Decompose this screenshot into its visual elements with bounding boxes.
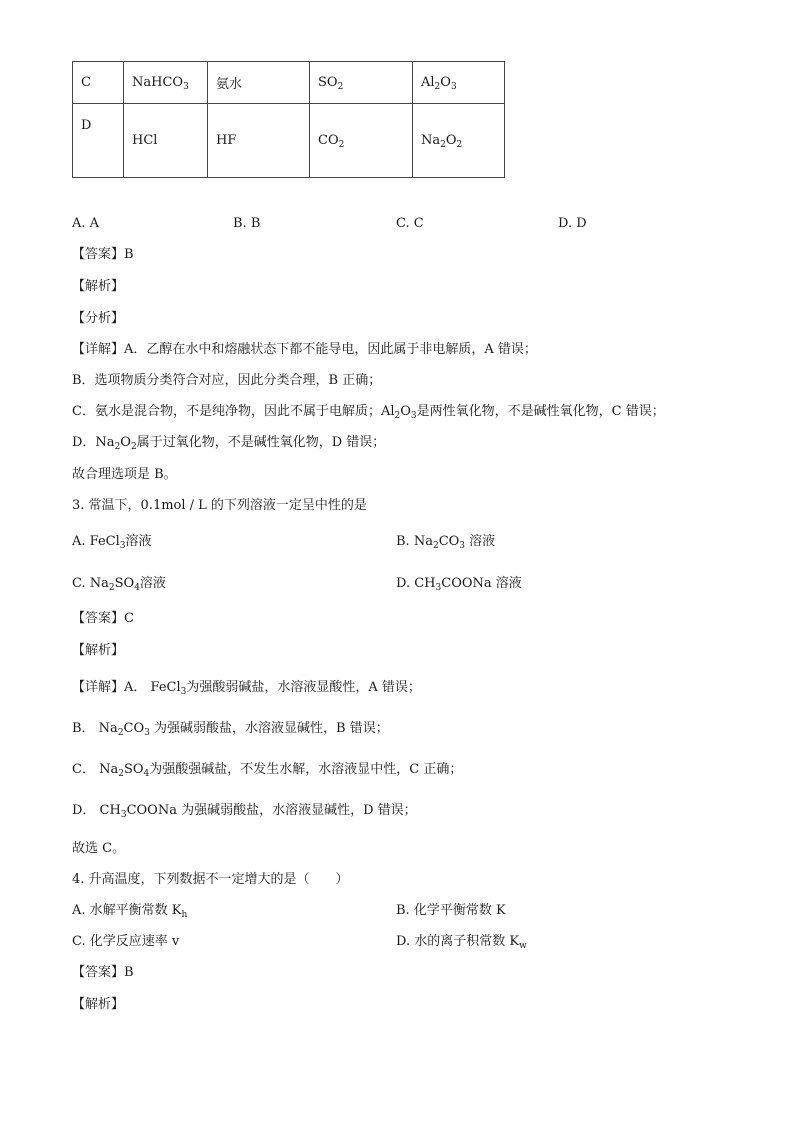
option-d: D. D (558, 216, 587, 231)
row-label: D (73, 104, 124, 178)
detail-line: C． $Na_2SO_4$为强酸强碱盐，不发生水解，水溶液显中性，C 正确； (72, 762, 463, 779)
option-d: D. 水的离子积常数 $K_w$ (396, 934, 527, 951)
fenxi-label: 【分析】 (72, 311, 125, 326)
conclusion: 故合理选项是 B。 (72, 467, 177, 482)
answer-label: 【答案】C (72, 611, 134, 626)
table-cell: NaHCO$_3$ (124, 62, 208, 104)
detail-line: D．$Na_2O_2$属于过氧化物，不是碱性氧化物，D 错误； (72, 435, 386, 452)
table-row (73, 62, 505, 104)
table-cell: HF (208, 104, 310, 178)
analysis-label: 【解析】 (72, 643, 125, 658)
option-d: D. $CH_3COONa$ 溶液 (396, 576, 522, 593)
table-cell: $SO_2$ (310, 62, 413, 104)
option-a: A. FeCl$_3$溶液 (72, 534, 152, 551)
detail-line: B． $Na_2CO_3$ 为强碱弱酸盐，水溶液显碱性，B 错误； (72, 721, 389, 738)
table-row (73, 104, 505, 178)
option-b: B. B (233, 216, 261, 231)
question-stem: 3. 常温下，0.1mol / L 的下列溶液一定呈中性的是 (72, 498, 367, 513)
option-b: B. $Na_2CO_3$ 溶液 (396, 534, 496, 551)
conclusion: 故选 C。 (72, 841, 126, 856)
detail-line: D． $CH_3COONa$ 为强碱弱酸盐，水溶液显碱性，D 错误； (72, 803, 417, 820)
detail-line: 【详解】A．乙醇在水中和熔融状态下都不能导电，因此属于非电解质，A 错误； (72, 342, 537, 357)
option-b: B. 化学平衡常数 K (396, 903, 506, 918)
classification-table (72, 61, 505, 178)
table-cell: $Na_2O_2$ (413, 104, 505, 178)
option-c: C. 化学反应速率 v (72, 934, 180, 949)
option-a: A. 水解平衡常数 $K_h$ (72, 903, 188, 920)
answer-label: 【答案】B (72, 965, 134, 980)
analysis-label: 【解析】 (72, 279, 125, 294)
question-stem: 4. 升高温度，下列数据不一定增大的是（ ） (72, 872, 349, 887)
detail-line: B．选项物质分类符合对应，因此分类合理，B 正确； (72, 373, 382, 388)
table-cell: $CO_2$ (310, 104, 413, 178)
table-cell: 氨水 (208, 62, 310, 104)
answer-label: 【答案】B (72, 247, 134, 262)
detail-line: C．氨水是混合物，不是纯净物，因此不属于电解质；$Al_2O_3$是两性氧化物，不是碱性氧化物，C 错误； (72, 404, 665, 421)
row-label: C (73, 62, 124, 104)
option-c: C. C (396, 216, 424, 231)
table-cell: $Al_2O_3$ (413, 62, 505, 104)
option-a: A. A (72, 216, 100, 231)
option-c: C. $Na_2SO_4$溶液 (72, 576, 166, 593)
table-cell: HCl (124, 104, 208, 178)
detail-line: 【详解】A． FeCl$_3$为强酸弱碱盐，水溶液显酸性，A 错误； (72, 680, 421, 697)
analysis-label: 【解析】 (72, 997, 125, 1012)
